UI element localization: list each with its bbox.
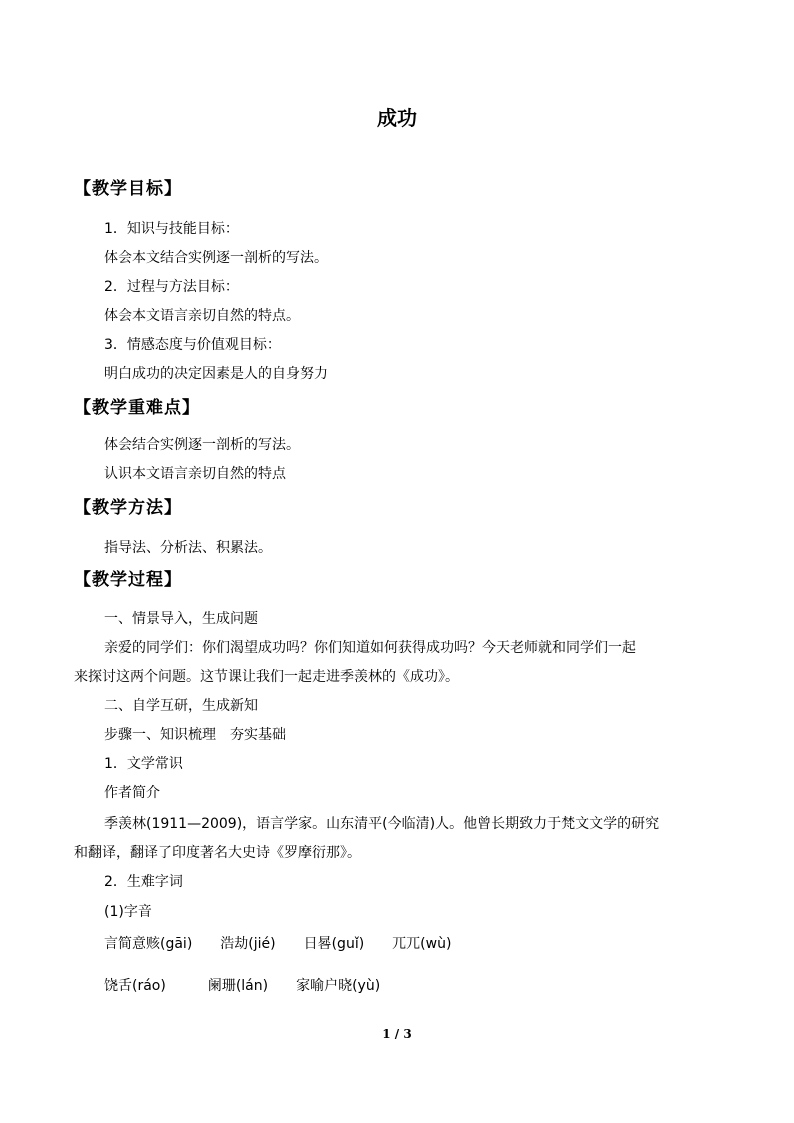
- section-heading-process: 【教学过程】: [74, 570, 182, 590]
- goals-line: 体会本文语言亲切自然的特点。: [104, 308, 300, 324]
- process-line: (1)字音: [104, 904, 152, 920]
- process-line: 作者简介: [104, 785, 160, 801]
- process-line: 2．生难字词: [104, 874, 183, 890]
- section-heading-goals: 【教学目标】: [74, 179, 182, 199]
- section-heading-key-points: 【教学重难点】: [74, 398, 200, 418]
- goals-line: 体会本文结合实例逐一剖析的写法。: [104, 250, 328, 266]
- process-line: 和翻译，翻译了印度著名大史诗《罗摩衍那》。: [74, 845, 361, 861]
- process-line: 步骤一、知识梳理 夯实基础: [104, 727, 286, 743]
- process-line: 饶舌(ráo) 阑珊(lán) 家喻户晓(yù): [104, 978, 381, 994]
- goals-line: 1．知识与技能目标：: [104, 221, 239, 237]
- page-indicator: 1 / 3: [382, 1027, 412, 1041]
- process-line: 一、情景导入，生成问题: [104, 611, 258, 627]
- section-heading-methods: 【教学方法】: [74, 498, 182, 518]
- goals-line: 3．情感态度与价值观目标：: [104, 337, 281, 353]
- process-line: 季羡林(1911—2009)，语言学家。山东清平(今临清)人。他曾长期致力于梵文文学的研究: [104, 816, 660, 832]
- process-line: 二、自学互研，生成新知: [104, 698, 258, 714]
- key-points-line: 体会结合实例逐一剖析的写法。: [104, 437, 300, 453]
- process-line: 言简意赅(gāi) 浩劫(jié) 日晷(guǐ) 兀兀(wù): [104, 936, 452, 952]
- process-line: 1．文学常识: [104, 756, 183, 772]
- goals-line: 明白成功的决定因素是人的自身努力: [104, 366, 328, 382]
- key-points-line: 认识本文语言亲切自然的特点: [104, 466, 286, 482]
- methods-line: 指导法、分析法、积累法。: [104, 540, 272, 556]
- process-line: 来探讨这两个问题。这节课让我们一起走进季羡林的《成功》。: [74, 669, 459, 685]
- page-title: 成功: [377, 106, 417, 130]
- process-line: 亲爱的同学们：你们渴望成功吗？你们知道如何获得成功吗？今天老师就和同学们一起: [104, 640, 636, 656]
- goals-line: 2．过程与方法目标：: [104, 279, 239, 295]
